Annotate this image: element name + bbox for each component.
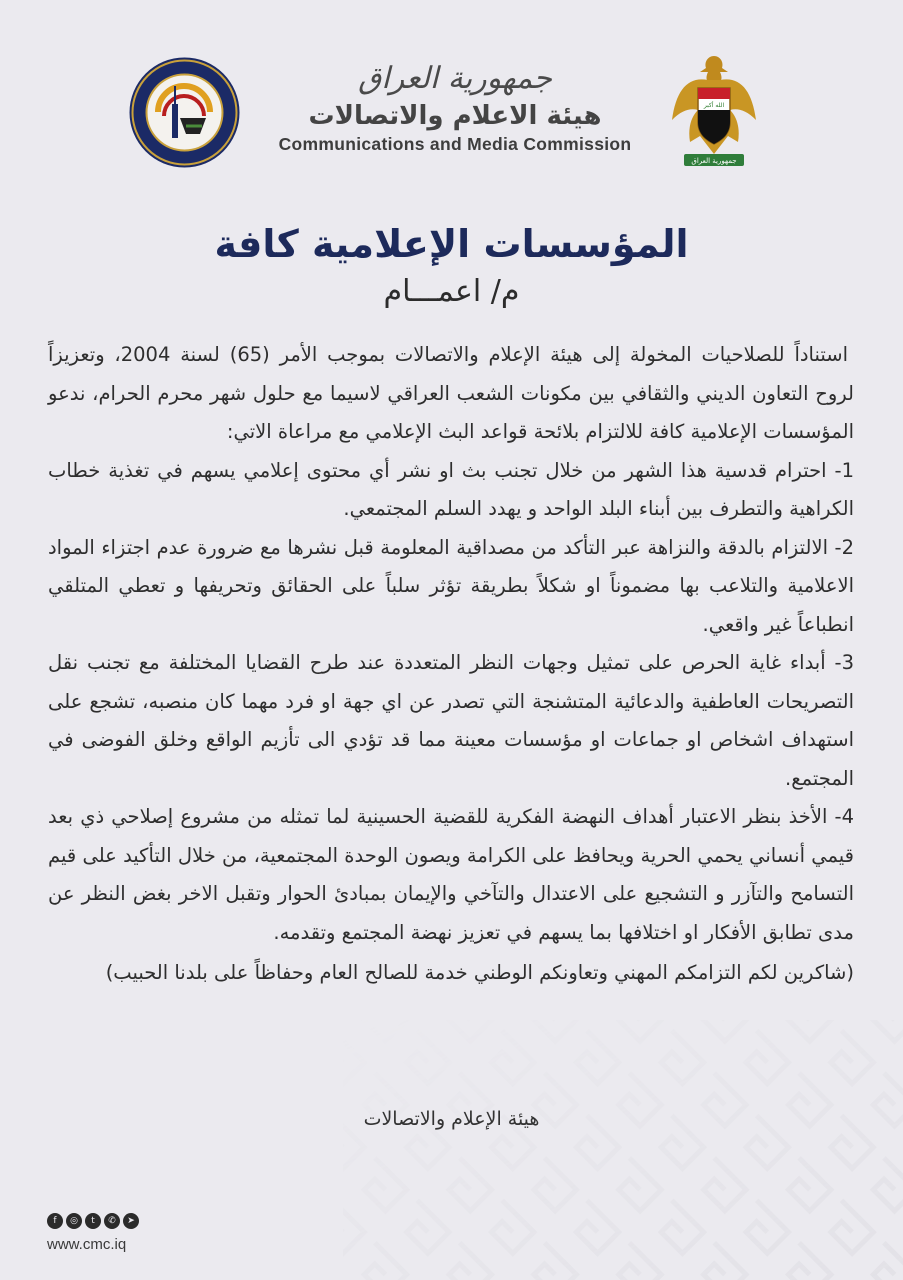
facebook-icon[interactable]: f	[47, 1213, 63, 1229]
letter-title: المؤسسات الإعلامية كافة	[214, 222, 689, 266]
social-icons	[47, 1213, 139, 1229]
svg-text:الله أكبر: الله أكبر	[703, 102, 725, 109]
telegram-icon[interactable]: ➤	[123, 1213, 139, 1229]
background-pattern	[343, 1020, 903, 1280]
website-link[interactable]: www.cmc.iq	[47, 1236, 127, 1253]
iraq-eagle-emblem	[668, 50, 760, 172]
signature: هيئة الإعلام والاتصالات	[363, 1108, 540, 1130]
letter-subject: م/ اعمـــام	[383, 274, 520, 309]
letter-body	[48, 336, 854, 993]
point-4: 4- الأخذ بنظر الاعتبار أهداف النهضة الفكرية للقضية الحسينية لما تمثله من مشروع إصلاحي ذي بعد قيمي أنساني يحمي الحرية ويحافظ على الكرامة ويصون الوحدة المجتمعية، من خلال التأكيد على قيم التسامح والتآزر و التشجيع على الاعتدال والتآخي والإيمان بمبادئ الحوار وتقبل الاخر بغض النظر عن مدى تطابق الأفكار او اختلافها بما يسهم في تعزيز نهضة المجتمع وتقدمه.	[48, 805, 854, 944]
commission-name-arabic: هيئة الاعلام والاتصالات	[308, 101, 602, 131]
point-3: 3- أبداء غاية الحرص على تمثيل وجهات النظر المتعددة عند طرح القضايا المختلفة مع تجنب نقل التصريحات العاطفية والدعائية المتشنجة التي تصدر عن اي جهة او فرد مهما كان منصبه، تشجع على استهداف اشخاص او جماعات او مؤسسات معينة مما قد تؤدي الى تأزيم الواقع وخلق الفوضى في المجتمع.	[48, 651, 854, 790]
republic-calligraphy: جمهورية العراق	[358, 61, 552, 96]
commission-seal-logo	[128, 56, 241, 169]
closing-remark: (شاكرين لكم التزامكم المهني وتعاونكم الوطني خدمة للصالح العام وحفاظاً على بلدنا الحبيب)	[105, 961, 854, 984]
letterhead	[0, 0, 903, 185]
instagram-icon[interactable]: ◎	[66, 1213, 82, 1229]
point-1: 1- احترام قدسية هذا الشهر من خلال تجنب بث او نشر أي محتوى إعلامي يسهم في تغذية خطاب الكراهية والتطرف بين أبناء البلد الواحد و يهدد السلم المجتمعي.	[48, 458, 854, 520]
point-2: 2- الالتزام بالدقة والنزاهة عبر التأكد من مصداقية المعلومة قبل نشرها مع ضرورة عدم اجتزاء المواد الاعلامية والتلاعب بها مضموناً او شكلاً بطريقة تؤثر سلباً على الحقائق وتحريفها و تعطي المتلقي انطباعاً غير واقعي.	[48, 535, 854, 636]
emblem-caption: جمهورية العراق	[691, 157, 737, 165]
twitter-icon[interactable]: t	[85, 1213, 101, 1229]
intro-paragraph: استناداً للصلاحيات المخولة إلى هيئة الإعلام والاتصالات بموجب الأمر (65) لسنة 2004، وتعزيزاً لروح التعاون الديني والثقافي بين مكونات الشعب العراقي لاسيما مع حلول شهر محرم الحرام، ندعو المؤسسات الإعلامية كافة للالتزام بلائحة قواعد البث الإعلامي مع مراعاة الاتي:	[48, 343, 854, 443]
commission-name-english: Communications and Media Commission	[278, 134, 632, 154]
whatsapp-icon[interactable]: ✆	[104, 1213, 120, 1229]
